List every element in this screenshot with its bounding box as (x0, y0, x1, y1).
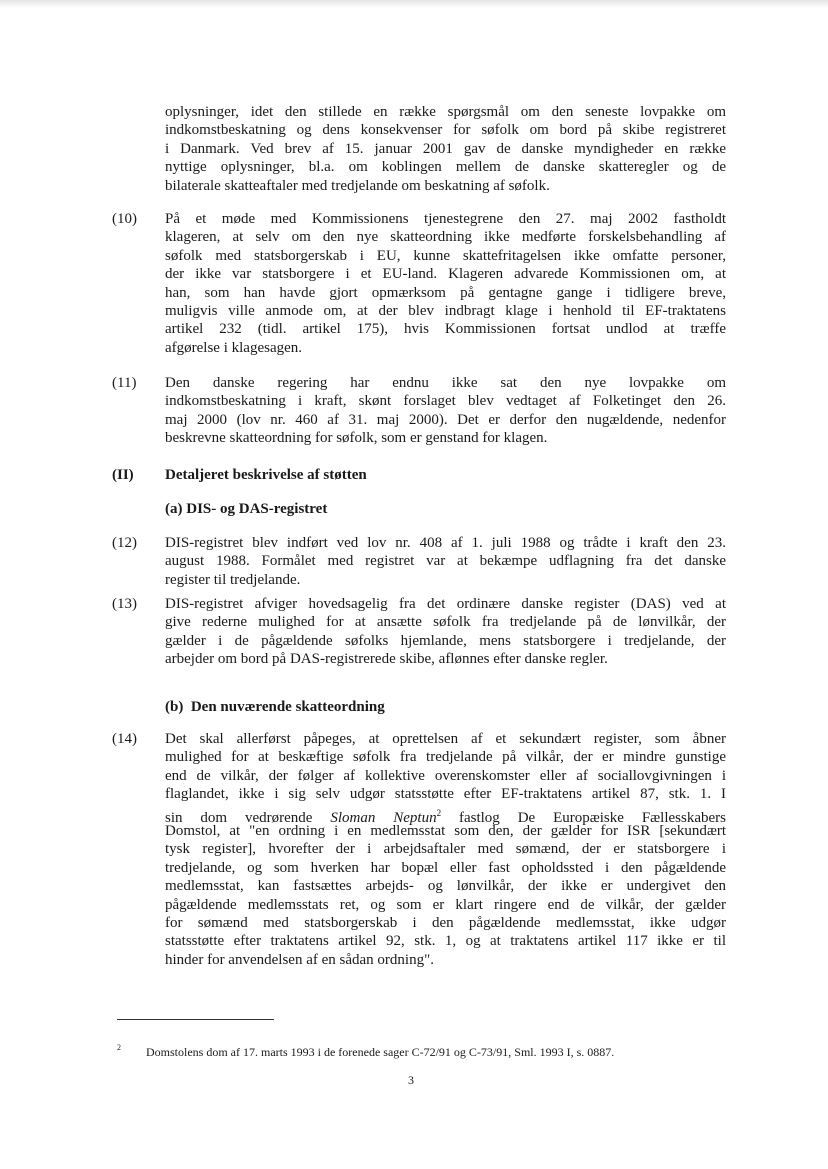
text-line: han, som han havde gjort opmærksom på gentagne gange i tidligere breve, (165, 284, 726, 301)
text-line: indkomstbeskatning og dens konsekvenser for søfolk om bord på skibe registreret (165, 122, 726, 139)
text-line: beskrevne skatteordning for søfolk, som er genstand for klagen. (165, 430, 548, 447)
footnote-divider (117, 1019, 274, 1020)
text-line: register til tredjelande. (165, 571, 301, 588)
text-line: Den danske regering har endnu ikke sat den nye lovpakke om (165, 375, 726, 391)
text-line: august 1988. Formålet med registret var at bekæmpe udflagning fra det danske (165, 553, 726, 570)
text-line: klageren, at selv om den nye skatteordning ikke medførte forskelsbehandling af (165, 229, 726, 246)
text-line: DIS-registret blev indført ved lov nr. 408 af 1. juli 1988 og trådte i kraft den 23. (165, 535, 726, 551)
paragraph-number: (11) (112, 375, 137, 391)
heading-text: Detaljeret beskrivelse af støtten (165, 467, 367, 483)
text-line: DIS-registret afviger hovedsagelig fra det ordinære danske register (DAS) ved at (165, 596, 726, 612)
text-line: der ikke var statsborgere i et EU-land. Klageren advarede Kommissionen om, at (165, 266, 726, 283)
text-line: mulighed for at beskæftige søfolk fra tredjelande på vilkår, der er mindre gunstige (165, 749, 726, 766)
paragraph-number: (12) (112, 535, 137, 551)
text-line: artikel 232 (tidl. artikel 175), hvis Kommissionen fortsat undlod at træffe (165, 321, 726, 338)
text-line: statsstøtte efter traktatens artikel 92, stk. 1, og at traktatens artikel 117 ikke er til (165, 933, 726, 950)
text-line: søfolk med statsborgerskab i EU, kunne skattefritagelsen ikke omfatte personer, (165, 247, 726, 264)
text-line: hinder for anvendelsen af en sådan ordning". (165, 951, 434, 968)
text-line: for sømænd med statsborgerskab i den pågældende medlemsstat, ikke udgør (165, 914, 726, 931)
text-line: Domstol, at "en ordning i en medlemsstat som den, der gælder for ISR [sekundært (165, 822, 726, 839)
footnote-ref[interactable]: 2 (436, 807, 442, 818)
case-name: Sloman Neptun (330, 809, 437, 826)
text-line: Det skal allerførst påpeges, at oprettelsen af et sekundært register, som åbner (165, 731, 726, 747)
text-line: end de vilkår, der følger af kollektive overenskomster eller af sociallovgivningen i (165, 767, 726, 784)
paragraph-number: (13) (112, 596, 137, 612)
text-line: oplysninger, idet den stillede en række spørgsmål om den seneste lovpakke om (165, 104, 726, 120)
text-line: nyttige oplysninger, bl.a. om koblingen mellem de danske skatteregler og de (165, 159, 726, 176)
text-line: På et møde med Kommissionens tjenestegrene den 27. maj 2002 fastholdt (165, 211, 726, 227)
page-number: 3 (408, 1073, 414, 1087)
text-line: give rederne mulighed for at ansætte søfolk fra tredjelande på de lønvilkår, der (165, 614, 726, 631)
footnote-text: Domstolens dom af 17. marts 1993 i de forenede sager C-72/91 og C-73/91, Sml. 1993 I, s. 0887. (146, 1045, 615, 1059)
paragraph-number: (10) (112, 211, 137, 227)
text-line: maj 2000 (lov nr. 460 af 31. maj 2000). Det er derfor den nugældende, nedenfor (165, 411, 726, 428)
text-line: gælder i de pågældende søfolks hjemlande, mens statsborgere i tredjelande, der (165, 632, 726, 649)
text-line: indkomstbeskatning i kraft, skønt forslaget blev vedtaget af Folketinget den 26. (165, 393, 726, 410)
text-line: arbejder om bord på DAS-registrerede skibe, aflønnes efter danske regler. (165, 651, 608, 668)
text-line: i Danmark. Ved brev af 15. januar 2001 gav de danske myndigheder en række (165, 140, 726, 157)
text-line: muligvis ville anmode om, at der blev indbragt klage i henhold til EF-traktatens (165, 302, 726, 319)
paragraph-number: (14) (112, 731, 137, 747)
heading-text: (b) Den nuværende skatteordning (165, 699, 385, 715)
text-line: bilaterale skatteaftaler med tredjelande om beskatning af søfolk. (165, 177, 550, 194)
heading-text: (a) DIS- og DAS-registret (165, 501, 328, 517)
scan-edge (0, 0, 828, 8)
footnote-marker: 2 (117, 1043, 121, 1052)
text-line: afgørelse i klagesagen. (165, 339, 303, 356)
text-line: tysk register], hvorefter der i arbejdsaftaler med sømænd, der er statsborgere i (165, 841, 726, 858)
text-line: pågældende medlemsstats ret, og som er klart ringere end de vilkår, der gælder (165, 896, 726, 913)
text-line: tredjelande, og som hverken har bopæl eller fast opholdssted i den pågældende (165, 859, 726, 876)
text-line: sin dom vedrørende Sloman Neptun$^2$ fastlog De Europæiske Fællesskabers (165, 807, 726, 826)
heading-number: (II) (112, 467, 134, 483)
text-line: flaglandet, ikke i sig selv udgør statsstøtte efter EF-traktatens artikel 87, stk. 1. I (165, 786, 726, 803)
text-line: medlemsstat, kan fastsættes arbejds- og lønvilkår, der ikke er undergivet den (165, 878, 726, 895)
